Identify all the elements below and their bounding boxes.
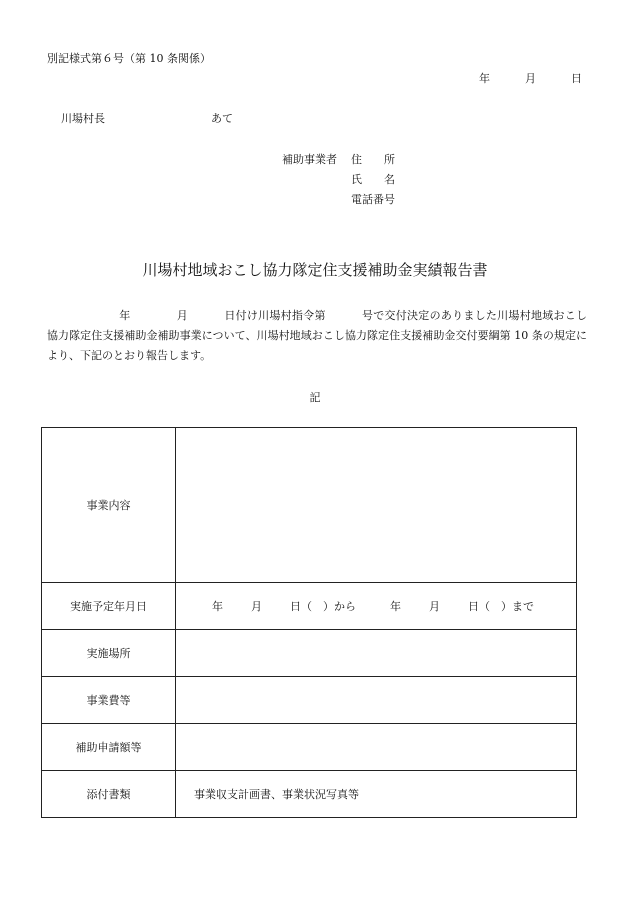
body-rest: 号で交付決定のありました川場村地域おこし協力隊定住支援補助金補助事業について、川場村地域おこし協力隊定住支援補助金交付要綱第 10 条の規定により、下記のとおり報告します。 [47, 309, 588, 362]
period-start-month: 月 [251, 600, 262, 613]
attachments-value: 事業収支計画書、事業状況写真等 [176, 771, 577, 818]
applicant-label: 補助事業者 [282, 153, 337, 166]
addressee-suffix: あて [211, 112, 233, 125]
content-field[interactable] [176, 428, 577, 583]
subsidy-label: 補助申請額等 [42, 724, 176, 771]
applicant-phone-label: 電話番号 [351, 193, 395, 206]
body-paragraph [47, 306, 587, 366]
applicant-address-label: 住 所 [351, 153, 395, 166]
period-end-month: 月 [429, 600, 440, 613]
cost-field[interactable] [176, 677, 577, 724]
date-day: 日 [571, 72, 582, 85]
attachments-label: 添付書類 [42, 771, 176, 818]
body-month: 月 [176, 309, 189, 322]
period-end-year: 年 [390, 600, 401, 613]
body-year: 年 [119, 309, 131, 322]
table-row [42, 677, 577, 724]
table-row [42, 724, 577, 771]
ki-heading: 記 [309, 391, 321, 404]
table-row [42, 771, 577, 818]
date-month: 月 [525, 72, 536, 85]
table-row [42, 428, 577, 583]
table-row [42, 630, 577, 677]
content-label: 事業内容 [42, 428, 176, 583]
subsidy-field[interactable] [176, 724, 577, 771]
cost-label: 事業費等 [42, 677, 176, 724]
body-day-ref: 日付け川場村指令第 [224, 309, 326, 322]
period-start-day: 日（ ）から [290, 600, 356, 613]
report-table [41, 427, 577, 818]
place-field[interactable] [176, 630, 577, 677]
period-end-day: 日（ ）まで [468, 600, 534, 613]
table-row [42, 583, 577, 630]
date-year: 年 [479, 72, 490, 85]
applicant-name-label: 氏 名 [351, 173, 395, 186]
form-number: 別記様式第６号（第 10 条関係） [47, 52, 211, 65]
period-start-year: 年 [212, 600, 223, 613]
document-title: 川場村地域おこし協力隊定住支援補助金実績報告書 [142, 261, 488, 279]
addressee-name: 川場村長 [61, 112, 105, 125]
period-field[interactable] [176, 583, 577, 630]
period-label: 実施予定年月日 [42, 583, 176, 630]
place-label: 実施場所 [42, 630, 176, 677]
